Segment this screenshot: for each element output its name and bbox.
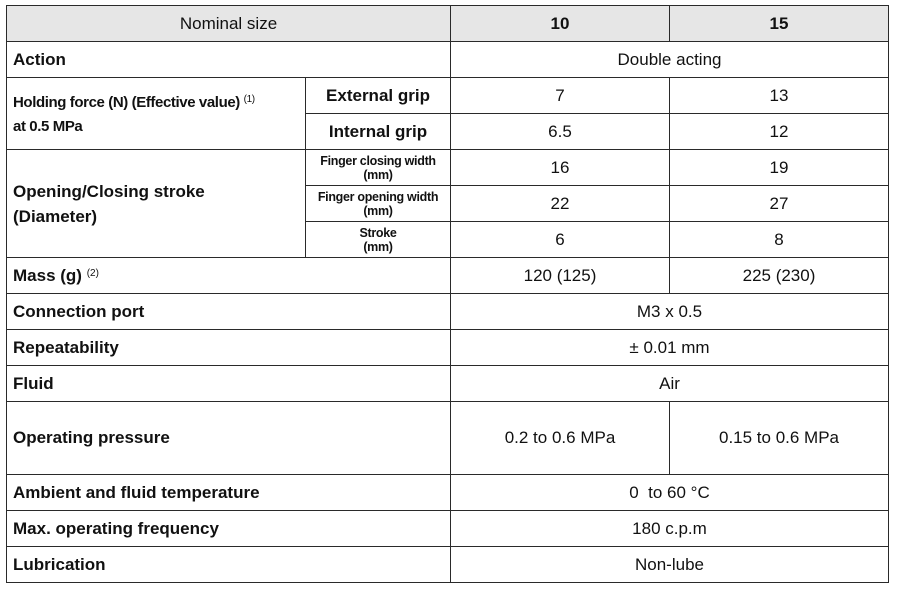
fluid-label: Fluid [7, 366, 451, 402]
external-grip-15: 13 [670, 78, 889, 114]
stroke-10: 6 [451, 222, 670, 258]
external-grip-label: External grip [306, 78, 451, 114]
frequency-value: 180 c.p.m [451, 511, 889, 547]
row-repeatability [7, 330, 889, 366]
row-finger-closing [7, 150, 889, 186]
row-operating-pressure [7, 402, 889, 475]
external-grip-10: 7 [451, 78, 670, 114]
temperature-label: Ambient and fluid temperature [7, 475, 451, 511]
finger-closing-label [306, 150, 451, 186]
row-external-grip [7, 78, 889, 114]
lubrication-label: Lubrication [7, 547, 451, 583]
mass-note: (2) [86, 267, 99, 279]
internal-grip-label: Internal grip [306, 114, 451, 150]
mass-label [7, 258, 451, 294]
mass-10: 120 (125) [451, 258, 670, 294]
stroke-label-line1: Opening/Closing stroke [13, 181, 205, 201]
finger-closing-15: 19 [670, 150, 889, 186]
operating-pressure-15: 0.15 to 0.6 MPa [670, 402, 889, 475]
header-row [7, 6, 889, 42]
row-connection-port [7, 294, 889, 330]
operating-pressure-label: Operating pressure [7, 402, 451, 475]
row-mass [7, 258, 889, 294]
stroke-15: 8 [670, 222, 889, 258]
internal-grip-15: 12 [670, 114, 889, 150]
frequency-label: Max. operating frequency [7, 511, 451, 547]
stroke-label [7, 150, 306, 258]
fluid-value: Air [451, 366, 889, 402]
mass-15: 225 (230) [670, 258, 889, 294]
stroke-sub-label-line2: (mm) [363, 239, 393, 254]
row-action [7, 42, 889, 78]
finger-opening-10: 22 [451, 186, 670, 222]
repeatability-value: ± 0.01 mm [451, 330, 889, 366]
header-size-10: 10 [451, 6, 670, 42]
holding-force-note: (1) [243, 94, 255, 105]
row-fluid [7, 366, 889, 402]
repeatability-label: Repeatability [7, 330, 451, 366]
stroke-sub-label [306, 222, 451, 258]
header-size-15: 15 [670, 6, 889, 42]
row-frequency [7, 511, 889, 547]
finger-opening-label-line1: Finger opening width [317, 189, 439, 204]
connection-port-value: M3 x 0.5 [451, 294, 889, 330]
finger-closing-label-line2: (mm) [363, 167, 393, 182]
connection-port-label: Connection port [7, 294, 451, 330]
internal-grip-10: 6.5 [451, 114, 670, 150]
mass-label-text: Mass (g) [13, 265, 82, 285]
row-temperature [7, 475, 889, 511]
stroke-label-line2: (Diameter) [13, 206, 98, 226]
header-nominal-size: Nominal size [7, 6, 451, 42]
finger-opening-15: 27 [670, 186, 889, 222]
operating-pressure-10: 0.2 to 0.6 MPa [451, 402, 670, 475]
holding-force-label-line1: Holding force (N) (Effective value) [13, 94, 240, 111]
holding-force-label [7, 78, 306, 150]
finger-opening-label-line2: (mm) [363, 203, 393, 218]
temperature-value: 0 to 60 °C [451, 475, 889, 511]
spec-table [6, 5, 889, 583]
finger-closing-10: 16 [451, 150, 670, 186]
holding-force-label-line2: at 0.5 MPa [13, 118, 83, 135]
action-value: Double acting [451, 42, 889, 78]
action-label: Action [7, 42, 451, 78]
finger-opening-label [306, 186, 451, 222]
lubrication-value: Non-lube [451, 547, 889, 583]
finger-closing-label-line1: Finger closing width [320, 153, 436, 168]
stroke-sub-label-line1: Stroke [359, 225, 397, 240]
row-lubrication [7, 547, 889, 583]
